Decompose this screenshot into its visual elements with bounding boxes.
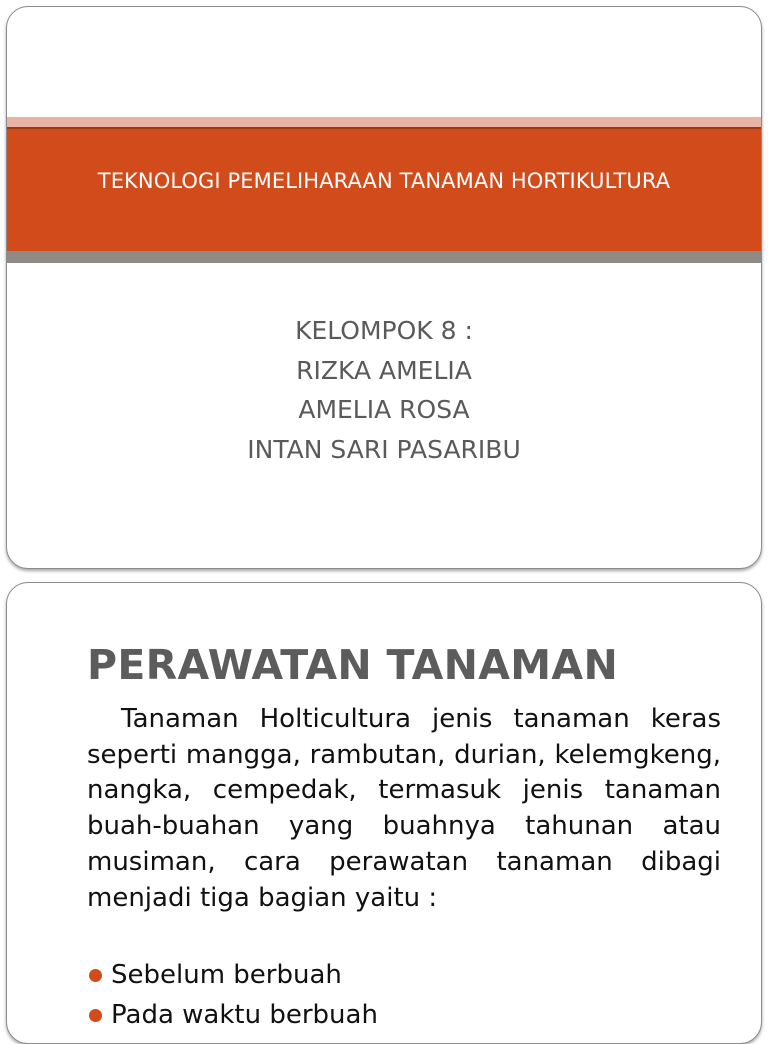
bullet-dot-icon <box>89 969 102 982</box>
bullet-item <box>87 995 378 1035</box>
slide-heading: PERAWATAN TANAMAN <box>87 641 619 689</box>
slide-2 <box>6 582 762 1044</box>
bullet-list <box>87 955 378 1035</box>
bullet-item <box>87 955 378 995</box>
subtitle-line: AMELIA ROSA <box>298 395 470 424</box>
slide-title: TEKNOLOGI PEMELIHARAAN TANAMAN HORTIKULTURA <box>97 169 671 193</box>
title-band-top-stripe <box>7 117 761 127</box>
slide-subtitle <box>7 311 761 469</box>
bullet-text: Sebelum berbuah <box>111 960 342 990</box>
slide-1 <box>6 6 762 569</box>
subtitle-line: RIZKA AMELIA <box>296 355 472 385</box>
bullet-text: Pada waktu berbuah <box>111 1000 378 1030</box>
title-band-bottom-stripe <box>7 251 761 263</box>
subtitle-line: KELOMPOK 8 : <box>295 316 473 345</box>
body-paragraph: Tanaman Holticultura jenis tanaman keras seperti mangga, rambutan, durian, kelemgkeng, nangka, cempedak, termasuk jenis tanaman buah-buahan yang buahnya tahunan atau musiman, cara perawatan tanaman dibagi menjadi tiga bagian yaitu : <box>87 704 721 913</box>
bullet-dot-icon <box>89 1009 102 1022</box>
subtitle-line: INTAN SARI PASARIBU <box>247 434 521 464</box>
